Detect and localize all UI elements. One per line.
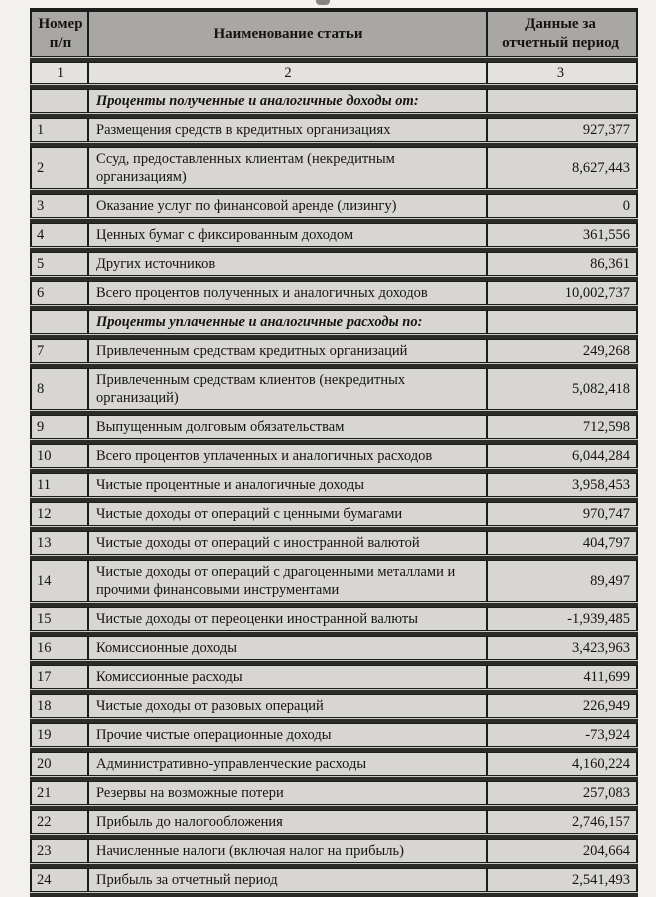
row-label-cell: Всего процентов полученных и аналогичных доходов xyxy=(87,282,486,304)
table-row xyxy=(30,868,638,892)
table-row xyxy=(30,531,638,555)
row-label-cell: Прибыль до налогообложения xyxy=(87,811,486,833)
header-number-line1: Номер xyxy=(38,16,83,32)
row-value-cell: 204,664 xyxy=(486,840,638,862)
header-data-line1: Данные за xyxy=(525,16,596,32)
row-number-cell: 4 xyxy=(30,224,87,246)
row-number-cell: 21 xyxy=(30,782,87,804)
row-value-cell: 2,746,157 xyxy=(486,811,638,833)
row-label-cell: Привлеченным средствам кредитных организаций xyxy=(87,340,486,362)
row-number-cell: 12 xyxy=(30,503,87,525)
row-value-cell: 89,497 xyxy=(486,561,638,601)
table-row xyxy=(30,607,638,631)
table-row xyxy=(30,252,638,276)
header-number-line2: п/п xyxy=(49,35,72,51)
header-data-line2: отчетный период xyxy=(502,35,619,51)
table-row xyxy=(30,194,638,218)
row-label-cell: Прибыль за отчетный период xyxy=(87,869,486,891)
table-row xyxy=(30,752,638,776)
row-value-cell: 8,627,443 xyxy=(486,148,638,188)
row-number-cell: 22 xyxy=(30,811,87,833)
row-value-cell: -1,939,485 xyxy=(486,608,638,630)
row-number-cell: 16 xyxy=(30,637,87,659)
row-value-cell: 404,797 xyxy=(486,532,638,554)
row-value-cell: 3,958,453 xyxy=(486,474,638,496)
table-header-row xyxy=(30,11,638,57)
row-label-cell: Других источников xyxy=(87,253,486,275)
table-row xyxy=(30,473,638,497)
row-value-cell: 2,541,493 xyxy=(486,869,638,891)
row-number-cell xyxy=(30,311,87,333)
row-value-cell: 5,082,418 xyxy=(486,369,638,409)
row-number-cell: 9 xyxy=(30,416,87,438)
row-value-cell: 0 xyxy=(486,195,638,217)
row-number-cell: 2 xyxy=(30,148,87,188)
table-row xyxy=(30,723,638,747)
table-row xyxy=(30,368,638,410)
section-header-row xyxy=(30,89,638,113)
table-row xyxy=(30,636,638,660)
row-number-cell: 10 xyxy=(30,445,87,467)
table-row xyxy=(30,223,638,247)
row-number-cell xyxy=(30,90,87,112)
row-label-cell: Чистые процентные и аналогичные доходы xyxy=(87,474,486,496)
row-value-cell: 86,361 xyxy=(486,253,638,275)
row-number-cell: 18 xyxy=(30,695,87,717)
row-label-cell: Привлеченным средствам клиентов (некредитных организаций) xyxy=(87,369,486,409)
header-cell-data xyxy=(486,12,638,56)
row-number-cell: 19 xyxy=(30,724,87,746)
row-number-cell: 1 xyxy=(30,119,87,141)
row-label-cell: Выпущенным долговым обязательствам xyxy=(87,416,486,438)
row-label-cell: Всего процентов уплаченных и аналогичных расходов xyxy=(87,445,486,467)
row-label-cell: Оказание услуг по финансовой аренде (лизингу) xyxy=(87,195,486,217)
row-number-cell: 5 xyxy=(30,253,87,275)
row-label-cell: Чистые доходы от операций с драгоценными металлами и прочими финансовыми инструментами xyxy=(87,561,486,601)
row-number-cell: 6 xyxy=(30,282,87,304)
header-cell-number xyxy=(30,12,87,56)
column-index-2: 2 xyxy=(87,63,486,83)
table-row xyxy=(30,781,638,805)
header-cell-name xyxy=(87,12,486,56)
row-number-cell: 14 xyxy=(30,561,87,601)
row-label-cell: Административно-управленческие расходы xyxy=(87,753,486,775)
table-row xyxy=(30,839,638,863)
income-statement-table xyxy=(30,8,638,897)
row-value-cell xyxy=(486,90,638,112)
table-row xyxy=(30,560,638,602)
row-label-cell: Резервы на возможные потери xyxy=(87,782,486,804)
row-label-cell: Чистые доходы от переоценки иностранной валюты xyxy=(87,608,486,630)
section-title: Проценты полученные и аналогичные доходы от: xyxy=(87,90,486,112)
row-label-cell: Ценных бумаг с фиксированным доходом xyxy=(87,224,486,246)
row-number-cell: 11 xyxy=(30,474,87,496)
row-number-cell: 17 xyxy=(30,666,87,688)
row-label-cell: Чистые доходы от операций с иностранной валютой xyxy=(87,532,486,554)
row-value-cell: 257,083 xyxy=(486,782,638,804)
header-name-label: Наименование статьи xyxy=(213,25,363,42)
row-label-cell: Начисленные налоги (включая налог на прибыль) xyxy=(87,840,486,862)
row-value-cell: 3,423,963 xyxy=(486,637,638,659)
row-label-cell: Ссуд, предоставленных клиентам (некредитным организациям) xyxy=(87,148,486,188)
table-row xyxy=(30,810,638,834)
row-number-cell: 23 xyxy=(30,840,87,862)
row-value-cell: 970,747 xyxy=(486,503,638,525)
section-title: Проценты уплаченные и аналогичные расходы по: xyxy=(87,311,486,333)
row-label-cell: Чистые доходы от разовых операций xyxy=(87,695,486,717)
table-row xyxy=(30,444,638,468)
table-row xyxy=(30,281,638,305)
row-number-cell: 13 xyxy=(30,532,87,554)
row-number-cell: 15 xyxy=(30,608,87,630)
row-value-cell: 361,556 xyxy=(486,224,638,246)
table-row xyxy=(30,665,638,689)
row-label-cell: Комиссионные расходы xyxy=(87,666,486,688)
row-number-cell: 8 xyxy=(30,369,87,409)
table-row xyxy=(30,339,638,363)
row-value-cell: 249,268 xyxy=(486,340,638,362)
row-label-cell: Чистые доходы от операций с ценными бумагами xyxy=(87,503,486,525)
scan-artifact xyxy=(316,0,330,5)
row-value-cell: 712,598 xyxy=(486,416,638,438)
column-index-3: 3 xyxy=(486,63,638,83)
table-row xyxy=(30,502,638,526)
row-value-cell: 10,002,737 xyxy=(486,282,638,304)
table-body xyxy=(30,85,638,897)
row-label-cell: Комиссионные доходы xyxy=(87,637,486,659)
table-row xyxy=(30,147,638,189)
row-label-cell: Размещения средств в кредитных организациях xyxy=(87,119,486,141)
table-row xyxy=(30,415,638,439)
row-value-cell: 927,377 xyxy=(486,119,638,141)
section-header-row xyxy=(30,310,638,334)
row-number-cell: 3 xyxy=(30,195,87,217)
table-row xyxy=(30,694,638,718)
row-number-cell: 24 xyxy=(30,869,87,891)
row-value-cell: 4,160,224 xyxy=(486,753,638,775)
column-index-1: 1 xyxy=(30,63,87,83)
row-value-cell: 411,699 xyxy=(486,666,638,688)
row-number-cell: 7 xyxy=(30,340,87,362)
row-value-cell: 226,949 xyxy=(486,695,638,717)
row-number-cell: 20 xyxy=(30,753,87,775)
row-value-cell: 6,044,284 xyxy=(486,445,638,467)
table-bottom-border xyxy=(30,893,638,897)
column-index-row xyxy=(30,62,638,84)
row-value-cell: -73,924 xyxy=(486,724,638,746)
row-label-cell: Прочие чистые операционные доходы xyxy=(87,724,486,746)
row-value-cell xyxy=(486,311,638,333)
table-row xyxy=(30,118,638,142)
